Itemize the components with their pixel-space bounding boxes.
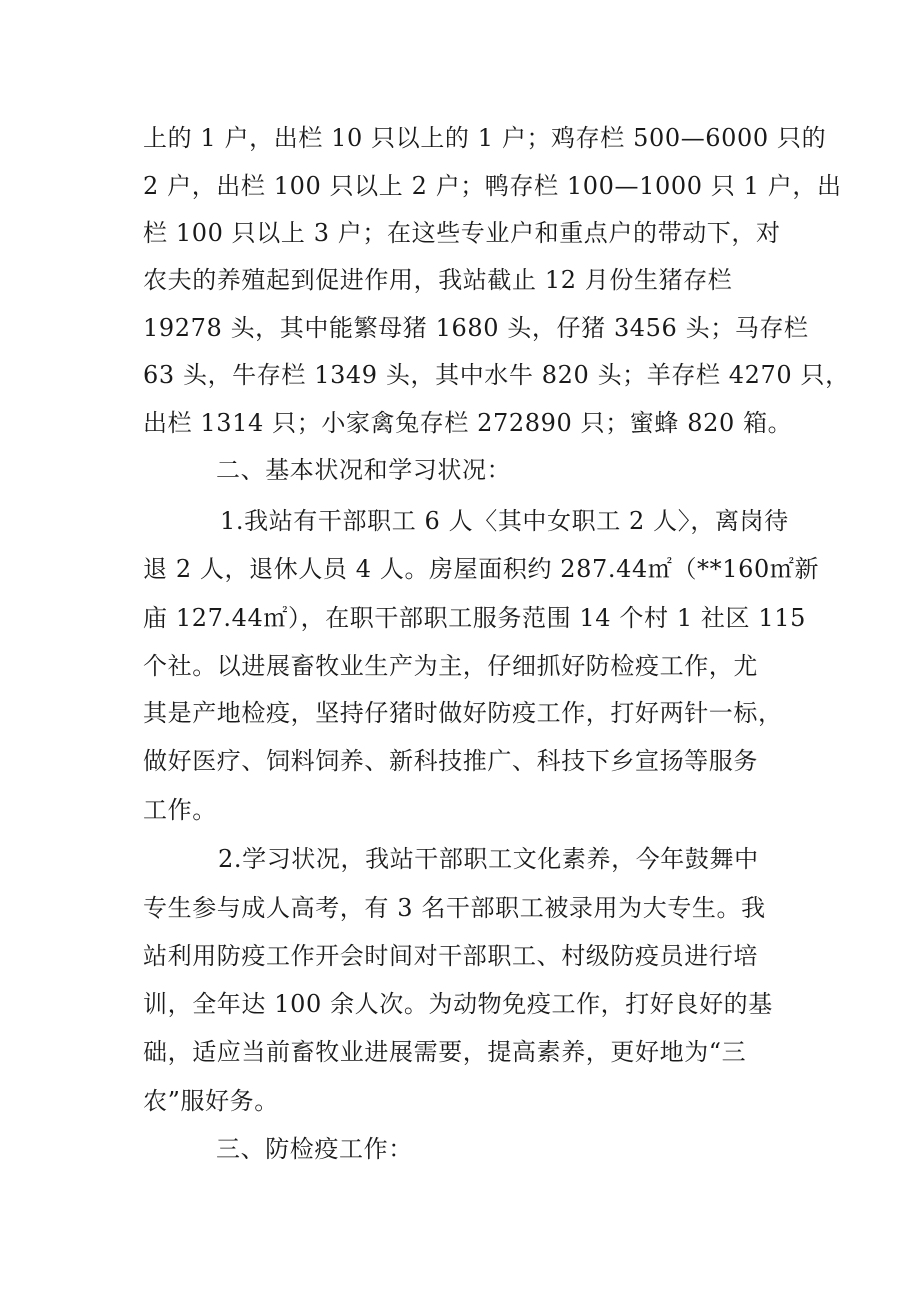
text-line: 63 头，牛存栏 1349 头，其中水牛 820 头；羊存栏 4270 只， [143,361,850,389]
section-heading: 二、基本状况和学习状况： [216,456,512,484]
text-line: 1.我站有干部职工 6 人〈其中女职工 2 人〉，离岗待 [220,507,789,535]
text-line: 农夫的养殖起到促进作用，我站截止 12 月份生猪存栏 [143,266,733,294]
text-line: 上的 1 户，出栏 10 只以上的 1 户；鸡存栏 500—6000 只的 [143,124,827,152]
text-line: 站利用防疫工作开会时间对干部职工、村级防疫员进行培 [143,942,758,970]
text-line: 个社。以进展畜牧业生产为主，仔细抓好防检疫工作，尤 [143,652,758,680]
text-line: 专生参与成人高考，有 3 名干部职工被录用为大专生。我 [143,894,766,922]
text-line: 训，全年达 100 余人次。为动物免疫工作，打好良好的基 [143,990,773,1018]
text-line: 2 户，出栏 100 只以上 2 户；鸭存栏 100—1000 只 1 户，出 [143,172,842,200]
text-line: 庙 127.44㎡），在职干部职工服务范围 14 个村 1 社区 115 [143,604,806,632]
text-line: 础，适应当前畜牧业进展需要，提高素养，更好地为“三 [143,1038,747,1066]
text-line: 农”服好务。 [143,1087,279,1115]
text-line: 栏 100 只以上 3 户；在这些专业户和重点户的带动下，对 [143,219,781,247]
text-line: 出栏 1314 只；小家禽兔存栏 272890 只；蜜蜂 820 箱。 [143,409,793,437]
section-heading: 三、防检疫工作： [216,1135,413,1163]
text-line: 19278 头，其中能繁母猪 1680 头，仔猪 3456 头；马存栏 [143,314,809,342]
text-line: 做好医疗、饲料饲养、新科技推广、科技下乡宣扬等服务 [143,747,758,775]
text-line: 退 2 人，退休人员 4 人。房屋面积约 287.44㎡（**160㎡新 [143,555,820,583]
text-line: 工作。 [143,796,217,824]
text-line: 2.学习状况，我站干部职工文化素养，今年鼓舞中 [218,845,759,873]
text-line: 其是产地检疫，坚持仔猪时做好防疫工作，打好两针一标， [143,699,783,727]
